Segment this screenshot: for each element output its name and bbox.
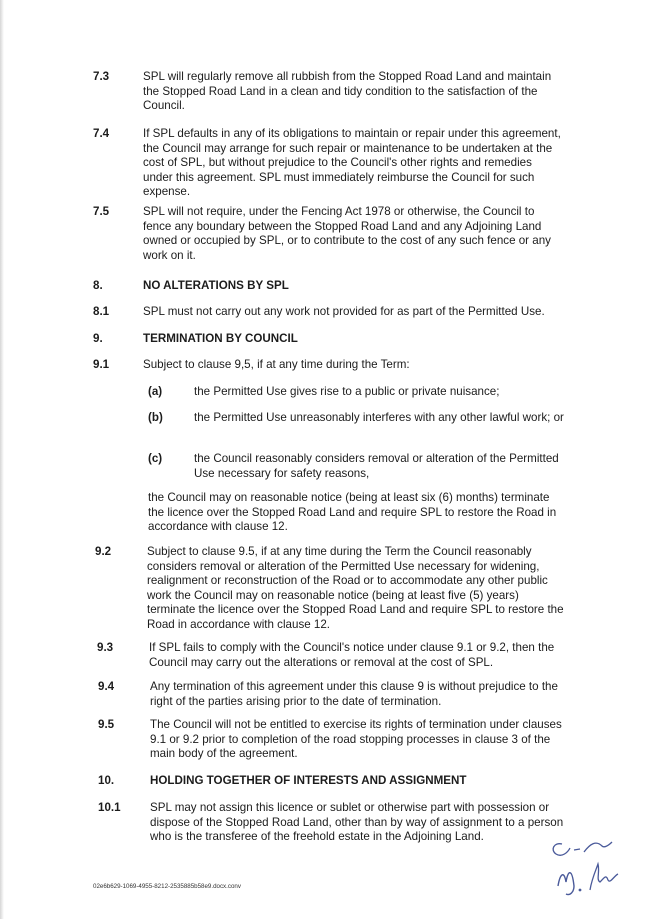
clause-text: Any termination of this agreement under this clause 9 is without prejudice to the right of the parties arising prior to the date of termination. — [150, 680, 558, 708]
clause-text: SPL will not require, under the Fencing Act 1978 or otherwise, the Council to fence any boundary between the Stopped Road Land and any Adjoining Land owned or occupied by SPL, or to contribute to the cost of any such fence or any work on it. — [143, 205, 551, 262]
sub-clause-letter: (a) — [148, 385, 163, 398]
clause-number: 10.1 — [98, 801, 121, 814]
sub-clause-letter: (c) — [148, 452, 163, 465]
clause-number: 9.4 — [98, 680, 115, 693]
sub-clause-letter: (b) — [148, 411, 163, 424]
clause-number: 9.5 — [98, 718, 115, 731]
clause-text: If SPL fails to comply with the Council's notice under clause 9.1 or 9.2, then the Council may carry out the alterations or removal at the cost of SPL. — [149, 641, 555, 669]
scan-edge — [0, 0, 4, 919]
clause-9-1-consequence — [148, 491, 564, 535]
clause-text: SPL may not assign this licence or sublet or otherwise part with possession or dispose of the Stopped Road Land, other than by way of assignment to a person who is the transferee of the freehold estate in the Adjoining Land. — [150, 801, 564, 844]
section-number: 8. — [93, 279, 103, 292]
sub-clause-text: the Permitted Use unreasonably interferes with any other lawful work; or — [194, 411, 564, 424]
clause-number: 8.1 — [93, 305, 110, 318]
handwritten-initials-icon — [540, 834, 630, 904]
paragraph-text: the Council may on reasonable notice (being at least six (6) months) terminate the licence over the Stopped Road Land and require SPL to restore the Road in accordance with clause 12. — [148, 491, 557, 534]
clause-number: 7.5 — [93, 205, 110, 218]
clause-number: 9.3 — [97, 641, 114, 654]
section-number: 9. — [93, 332, 103, 345]
section-title: NO ALTERATIONS BY SPL — [143, 279, 289, 292]
sub-clause-text: the Permitted Use gives rise to a public or private nuisance; — [194, 385, 500, 398]
section-title: TERMINATION BY COUNCIL — [143, 332, 298, 345]
clause-number: 7.3 — [93, 70, 110, 83]
document-code: 02e6b629-1069-4955-8212-2535885b58e9.docx.conv — [93, 883, 241, 890]
clause-number: 7.4 — [93, 127, 110, 140]
clause-text: SPL must not carry out any work not provided for as part of the Permitted Use. — [143, 305, 545, 318]
clause-text: The Council will not be entitled to exercise its rights of termination under clauses 9.1 or 9.2 prior to completion of the road stopping processes in clause 3 of the main body of the agreement. — [150, 718, 562, 761]
clause-text: Subject to clause 9,5, if at any time during the Term: — [143, 358, 410, 371]
clause-text: If SPL defaults in any of its obligations to maintain or repair under this agreement, the Council may arrange for such repair or maintenance to be undertaken at the cost of SPL, but without prejudice to the Council's other rights and remedies under this agreement. SPL must immediately reimburse the Council for such expense. — [143, 127, 561, 199]
clause-number: 9.1 — [93, 358, 110, 371]
clause-text: Subject to clause 9.5, if at any time during the Term the Council reasonably considers removal or alteration of the Permitted Use necessary for widening, realignment or reconstruction of the Road or to accommodate any other public work the Council may on reasonable notice (being at least five (5) years) terminate the licence over the Stopped Road Land and require SPL to restore the Road in accordance with clause 12. — [147, 545, 564, 631]
section-title: HOLDING TOGETHER OF INTERESTS AND ASSIGNMENT — [150, 774, 467, 787]
sub-clause-text: the Council reasonably considers removal or alteration of the Permitted Use necessary for safety reasons, — [194, 452, 559, 480]
clause-text: SPL will regularly remove all rubbish from the Stopped Road Land and maintain the Stopped Road Land in a clean and tidy condition to the satisfaction of the Council. — [143, 70, 552, 113]
section-number: 10. — [98, 774, 115, 787]
clause-number: 9.2 — [95, 545, 112, 558]
